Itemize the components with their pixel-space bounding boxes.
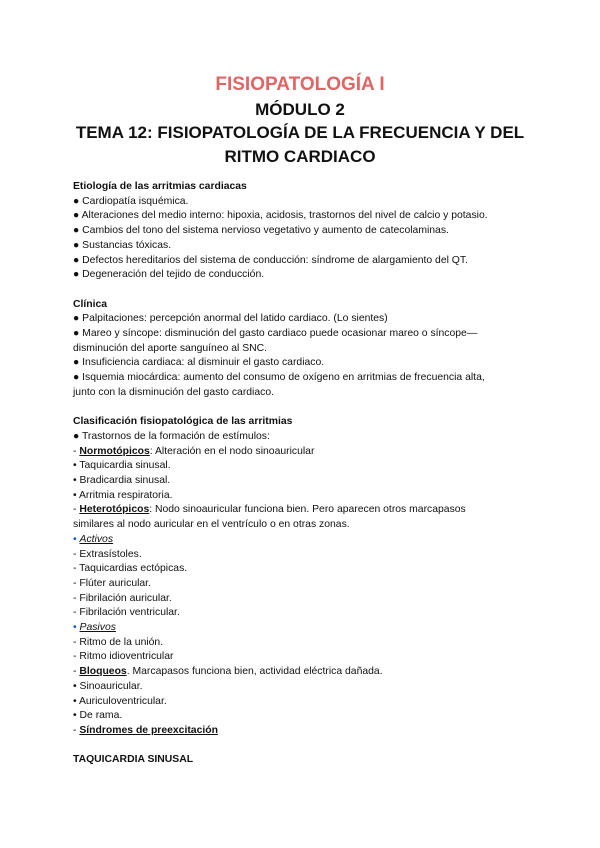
list-item: • De rama. <box>73 710 123 722</box>
list-item: ● Palpitaciones: percepción anormal del latido cardiaco. (Lo sientes) <box>73 313 388 325</box>
list-item: ● Alteraciones del medio interno: hipoxia, acidosis, trastornos del nivel de calcio y potasio. <box>73 210 488 222</box>
topic-title-line1: TEMA 12: FISIOPATOLOGÍA DE LA FRECUENCIA Y DEL <box>75 123 525 142</box>
heterotopicos-term: Heterotópicos <box>79 504 150 516</box>
list-item: • Taquicardia sinusal. <box>73 460 171 472</box>
list-item: ● Degeneración del tejido de conducción. <box>73 269 265 281</box>
etiologia-heading: Etiología de las arritmias cardiacas <box>73 181 247 192</box>
list-item: ● Cambios del tono del sistema nervioso vegetativo y aumento de catecolaminas. <box>73 225 449 237</box>
dash: - <box>73 666 80 678</box>
list-item: • Bradicardia sinusal. <box>73 475 171 487</box>
normotopicos-desc: : Alteración en el nodo sinoauricular <box>149 445 315 457</box>
list-item: • Arritmia respiratoria. <box>73 489 173 501</box>
clinica-heading: Clínica <box>73 298 108 310</box>
dash: - <box>73 724 80 736</box>
taquicardia-sinusal-heading: TAQUICARDIA SINUSAL <box>73 754 194 766</box>
bloqueos-line <box>73 665 533 680</box>
clasificacion-heading: Clasificación fisiopatológica de las arritmias <box>73 416 293 428</box>
sindromes-term: Síndromes de preexcitación <box>79 724 218 736</box>
sindromes-line <box>73 724 533 739</box>
bullet: • <box>73 533 80 545</box>
module-title: MÓDULO 2 <box>255 100 345 119</box>
list-item: ● Cardiopatía isquémica. <box>73 195 189 207</box>
topic-title-line2: RITMO CARDIACO <box>224 147 376 166</box>
heterotopicos-line <box>73 503 533 518</box>
list-item: ● Insuficiencia cardiaca: al disminuir el gasto cardiaco. <box>73 357 325 369</box>
normotopicos-term: Normotópicos <box>79 445 150 457</box>
list-item: - Flúter auricular. <box>73 577 151 589</box>
activos-term: Activos <box>79 533 114 545</box>
heterotopicos-desc: : Nodo sinoauricular funciona bien. Pero aparecen otros marcapasos <box>149 504 466 516</box>
list-item: junto con la disminución del gasto cardiaco. <box>73 386 275 398</box>
dash: - <box>73 445 80 457</box>
dash: - <box>73 504 80 516</box>
activos-line <box>73 533 533 548</box>
topic-title <box>0 121 600 169</box>
list-item: - Taquicardias ectópicas. <box>73 563 188 575</box>
list-item: - Fibrilación ventricular. <box>73 607 180 619</box>
course-title: FISIOPATOLOGÍA I <box>215 74 385 95</box>
list-item: - Ritmo idioventricular <box>73 651 174 663</box>
bloqueos-desc: . Marcapasos funciona bien, actividad eléctrica dañada. <box>126 666 383 678</box>
heterotopicos-desc-cont: similares al nodo auricular en el ventrículo o en otras zonas. <box>73 519 350 531</box>
bullet: • <box>73 622 80 634</box>
list-item: • Sinoauricular. <box>73 680 143 692</box>
pasivos-line <box>73 621 533 636</box>
normotopicos-line <box>73 445 533 460</box>
list-item: ● Defectos hereditarios del sistema de conducción: síndrome de alargamiento del QT. <box>73 254 468 266</box>
list-item: - Ritmo de la unión. <box>73 636 164 648</box>
list-item: ● Isquemia miocárdica: aumento del consumo de oxígeno en arritmias de frecuencia alta, <box>73 372 485 384</box>
clasificacion-intro: ● Trastornos de la formación de estímulos: <box>73 430 270 442</box>
list-item: - Fibrilación auricular. <box>73 592 172 604</box>
list-item: ● Mareo y síncope: disminución del gasto cardiaco puede ocasionar mareo o síncope— <box>73 328 478 340</box>
list-item: disminución del aporte sanguíneo al SNC. <box>73 342 268 354</box>
list-item: - Extrasístoles. <box>73 548 142 560</box>
bloqueos-term: Bloqueos <box>79 666 127 678</box>
document-body <box>73 180 533 768</box>
list-item: ● Sustancias tóxicas. <box>73 239 172 251</box>
list-item: • Auriculoventricular. <box>73 695 167 707</box>
pasivos-term: Pasivos <box>79 622 116 634</box>
